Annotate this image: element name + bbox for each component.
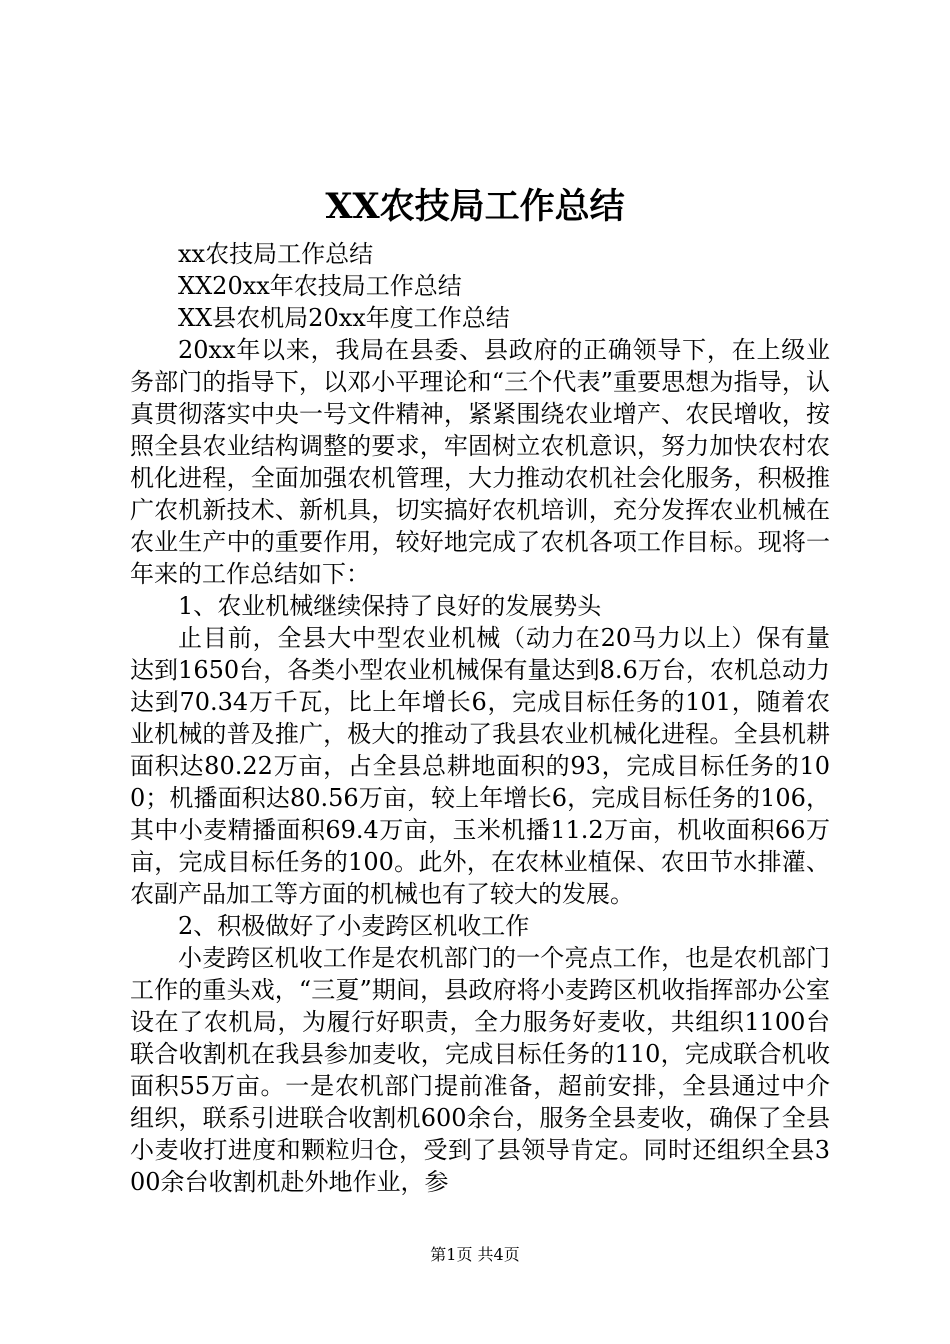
page-footer: 第1页 共4页: [430, 1245, 520, 1264]
paragraph: 小麦跨区机收工作是农机部门的一个亮点工作，也是农机部门工作的重头戏，“三夏”期间，县政府将小麦跨区机收指挥部办公室设在了农机局，为履行好职责，全力服务好麦收，共组织1100台联合收割机在我县参加麦收，完成目标任务的110，完成联合机收面积55万亩。一是农机部门提前准备，超前安排，全县通过中介组织，联系引进联合收割机600余台，服务全县麦收，确保了全县小麦收打进度和颗粒归仓，受到了县领导肯定。同时还组织全县300余台收割机赴外地作业，参: [130, 944, 830, 1196]
section-heading: 2、积极做好了小麦跨区机收工作: [178, 912, 530, 940]
paragraph: XX县农机局20xx年度工作总结: [178, 304, 510, 332]
section-heading: 1、农业机械继续保持了良好的发展势头: [178, 592, 602, 620]
paragraph: 止目前，全县大中型农业机械（动力在20马力以上）保有量达到1650台，各类小型农业机械保有量达到8.6万台，农机总动力达到70.34万千瓦，比上年增长6，完成目标任务的101，随着农业机械的普及推广，极大的推动了我县农业机械化进程。全县机耕面积达80.22万亩，占全县总耕地面积的93，完成目标任务的100；机播面积达80.56万亩，较上年增长6，完成目标任务的106，其中小麦精播面积69.4万亩，玉米机播11.2万亩，机收面积66万亩，完成目标任务的100。此外，在农林业植保、农田节水排灌、农副产品加工等方面的机械也有了较大的发展。: [130, 624, 830, 908]
paragraph: XX20xx年农技局工作总结: [178, 272, 462, 300]
document-body: [130, 238, 830, 1198]
paragraph: xx农技局工作总结: [178, 240, 374, 268]
paragraph: 20xx年以来，我局在县委、县政府的正确领导下，在上级业务部门的指导下，以邓小平理论和“三个代表”重要思想为指导，认真贯彻落实中央一号文件精神，紧紧围绕农业增产、农民增收，按照全县农业结构调整的要求，牢固树立农机意识，努力加快农村农机化进程，全面加强农机管理，大力推动农机社会化服务，积极推广农机新技术、新机具，切实搞好农机培训，充分发挥农业机械在农业生产中的重要作用，较好地完成了农机各项工作目标。现将一年来的工作总结如下：: [130, 336, 830, 588]
document-title: XX农技局工作总结: [325, 186, 625, 227]
